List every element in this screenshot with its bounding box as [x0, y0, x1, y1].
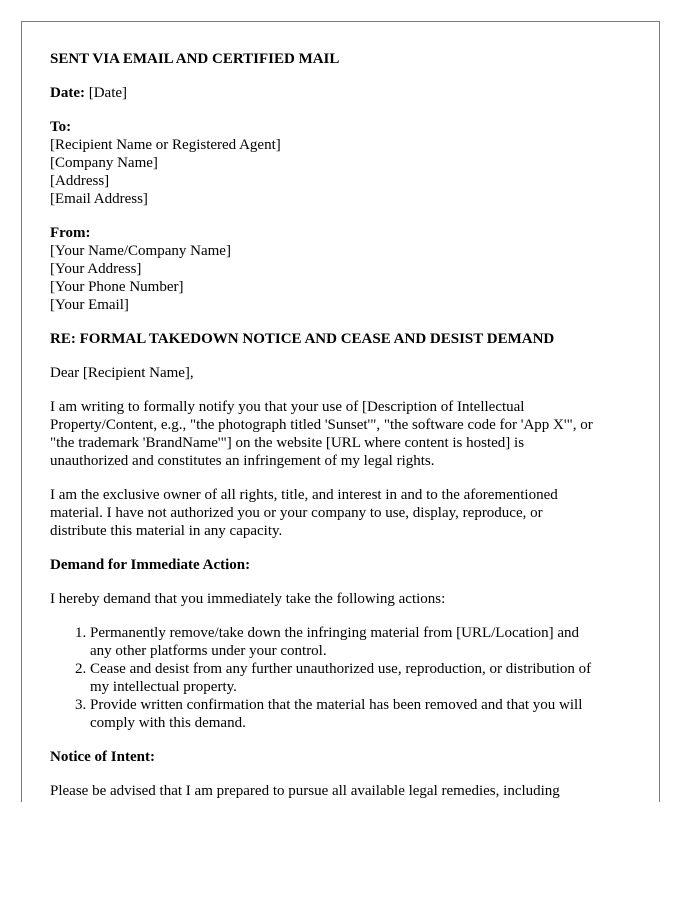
paragraph-line: Property/Content, e.g., "the photograph titled 'Sunset'", "the software code for 'App X'", or	[50, 417, 593, 433]
notice-text: Please be advised that I am prepared to pursue all available legal remedies, including	[50, 783, 560, 799]
from-label: From:	[50, 225, 91, 241]
demand-heading: Demand for Immediate Action:	[50, 557, 251, 573]
paragraph-line: unauthorized and constitutes an infringement of my legal rights.	[50, 453, 435, 469]
list-item	[90, 624, 635, 660]
notice-heading: Notice of Intent:	[50, 749, 155, 765]
list-item-line: any other platforms under your control.	[90, 643, 327, 659]
list-item-line: comply with this demand.	[90, 715, 246, 731]
list-item-line: 2. Cease and desist from any further unauthorized use, reproduction, or distribution of	[90, 661, 592, 677]
from-phone: [Your Phone Number]	[50, 279, 184, 295]
to-company: [Company Name]	[50, 155, 158, 171]
demand-intro: I hereby demand that you immediately take the following actions:	[50, 591, 446, 607]
list-item	[90, 696, 635, 732]
subject-line: RE: FORMAL TAKEDOWN NOTICE AND CEASE AND DESIST DEMAND	[50, 331, 555, 347]
from-address: [Your Address]	[50, 261, 142, 277]
list-item	[90, 660, 635, 696]
demand-list	[50, 624, 635, 732]
to-label: To:	[50, 119, 72, 135]
letter-page	[21, 21, 660, 802]
paragraph-ownership	[50, 486, 635, 540]
list-item-line: my intellectual property.	[90, 679, 237, 695]
to-address: [Address]	[50, 173, 110, 189]
paragraph-notification	[50, 398, 635, 470]
paragraph-line: "the trademark 'BrandName'"] on the website [URL where content is hosted] is	[50, 435, 525, 451]
paragraph-line: material. I have not authorized you or your company to use, display, reproduce, or	[50, 505, 543, 521]
to-email: [Email Address]	[50, 191, 148, 207]
paragraph-line: distribute this material in any capacity.	[50, 523, 283, 539]
date-line	[50, 84, 635, 102]
date-value: [Date]	[88, 85, 128, 101]
sent-via-heading: SENT VIA EMAIL AND CERTIFIED MAIL	[50, 51, 340, 67]
from-email: [Your Email]	[50, 297, 129, 313]
from-name: [Your Name/Company Name]	[50, 243, 231, 259]
to-recipient: [Recipient Name or Registered Agent]	[50, 137, 281, 153]
list-item-line: 1. Permanently remove/take down the infringing material from [URL/Location] and	[90, 625, 580, 641]
list-item-line: 3. Provide written confirmation that the material has been removed and that you will	[90, 697, 583, 713]
paragraph-line: I am writing to formally notify you that your use of [Description of Intellectual	[50, 399, 525, 415]
date-label: Date:	[50, 85, 85, 101]
paragraph-line: I am the exclusive owner of all rights, title, and interest in and to the aforementioned	[50, 487, 558, 503]
letter-body	[50, 50, 635, 800]
salutation: Dear [Recipient Name],	[50, 365, 194, 381]
